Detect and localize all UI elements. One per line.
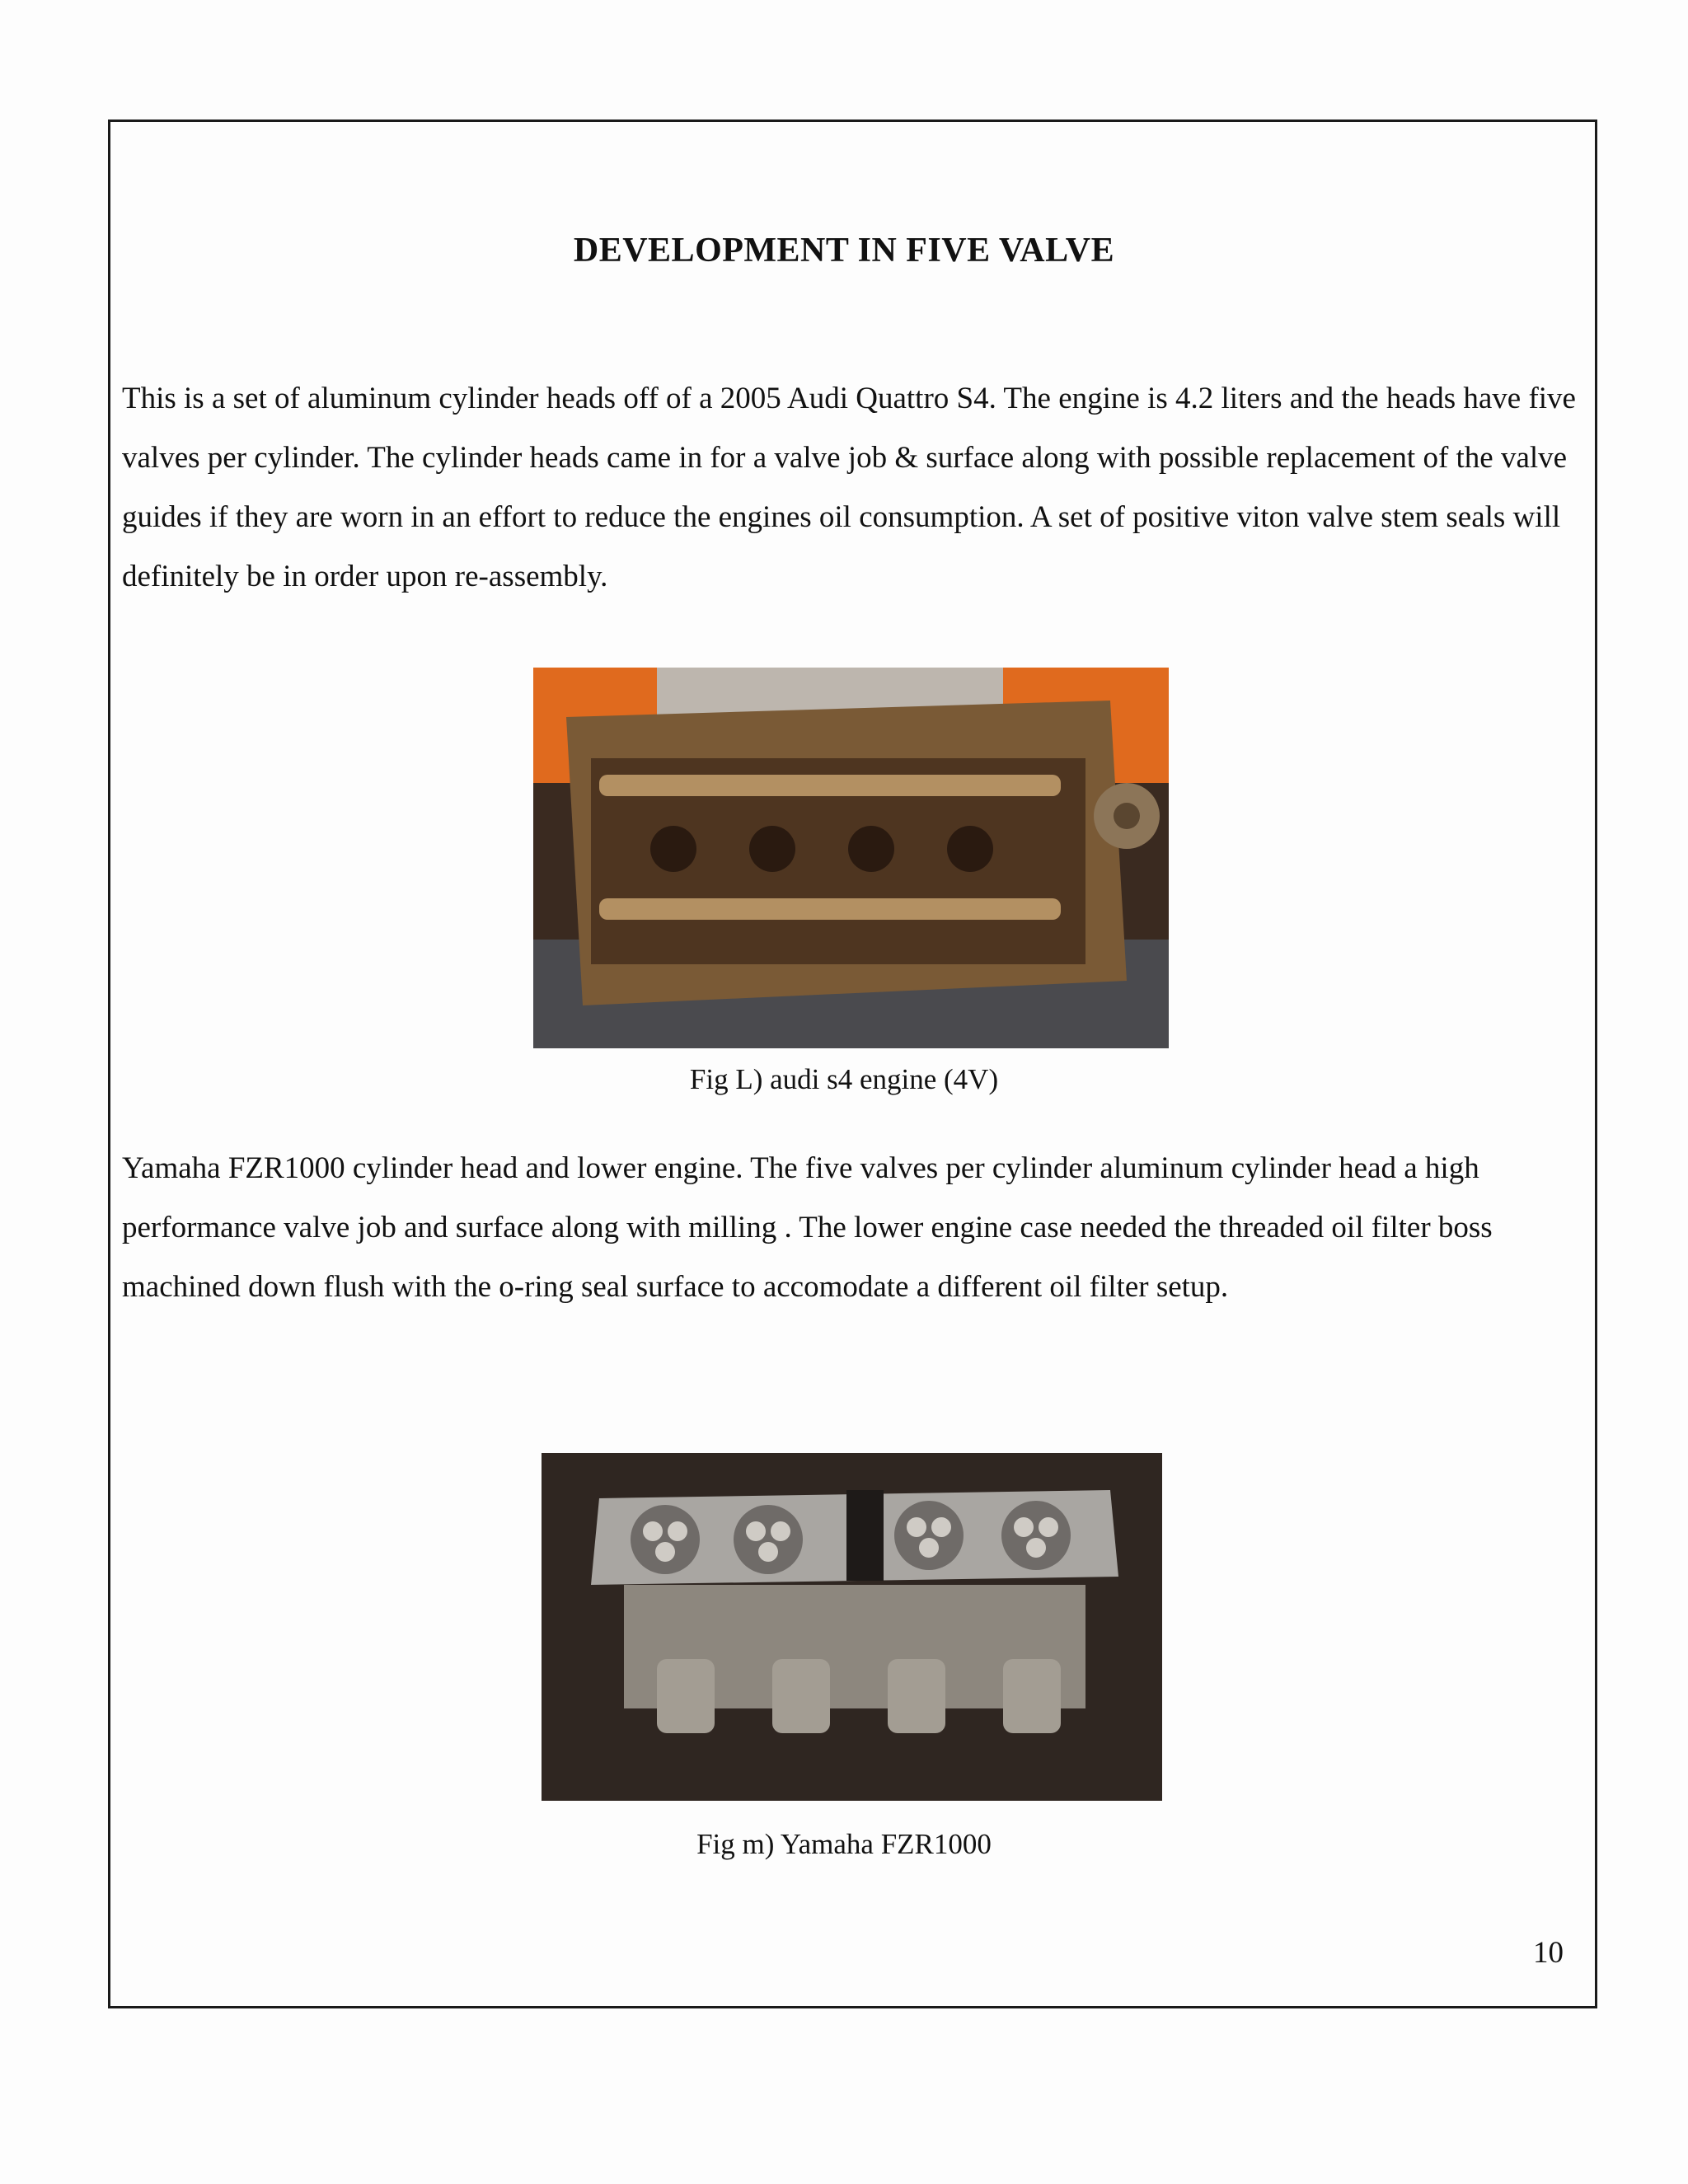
audi-engine-photo [533,668,1169,1048]
figure-caption-audi: Fig L) audi s4 engine (4V) [689,1063,999,1095]
figure-caption-yamaha: Fig m) Yamaha FZR1000 [696,1828,992,1860]
yamaha-engine-photo [542,1453,1162,1801]
page-title: DEVELOPMENT IN FIVE VALVE [573,232,1115,269]
page-number: 10 [1533,1936,1564,1970]
paragraph-yamaha: Yamaha FZR1000 cylinder head and lower engine. The five valves per cylinder aluminum cylinder head a high performance valve job and surface along with milling . The lower engine case needed the threaded oil filter boss machined down flush with the o-ring seal surface to accomodate a different oil filter setup. [122,1151,1493,1304]
paragraph-audi: This is a set of aluminum cylinder heads off of a 2005 Audi Quattro S4. The engine is 4.2 liters and the heads have five valves per cylinder. The cylinder heads came in for a valve job & surface along with possible replacement of the valve guides if they are worn in an effort to reduce the engines oil consumption. A set of positive viton valve stem seals will definitely be in order upon re-assembly. [122,382,1576,593]
